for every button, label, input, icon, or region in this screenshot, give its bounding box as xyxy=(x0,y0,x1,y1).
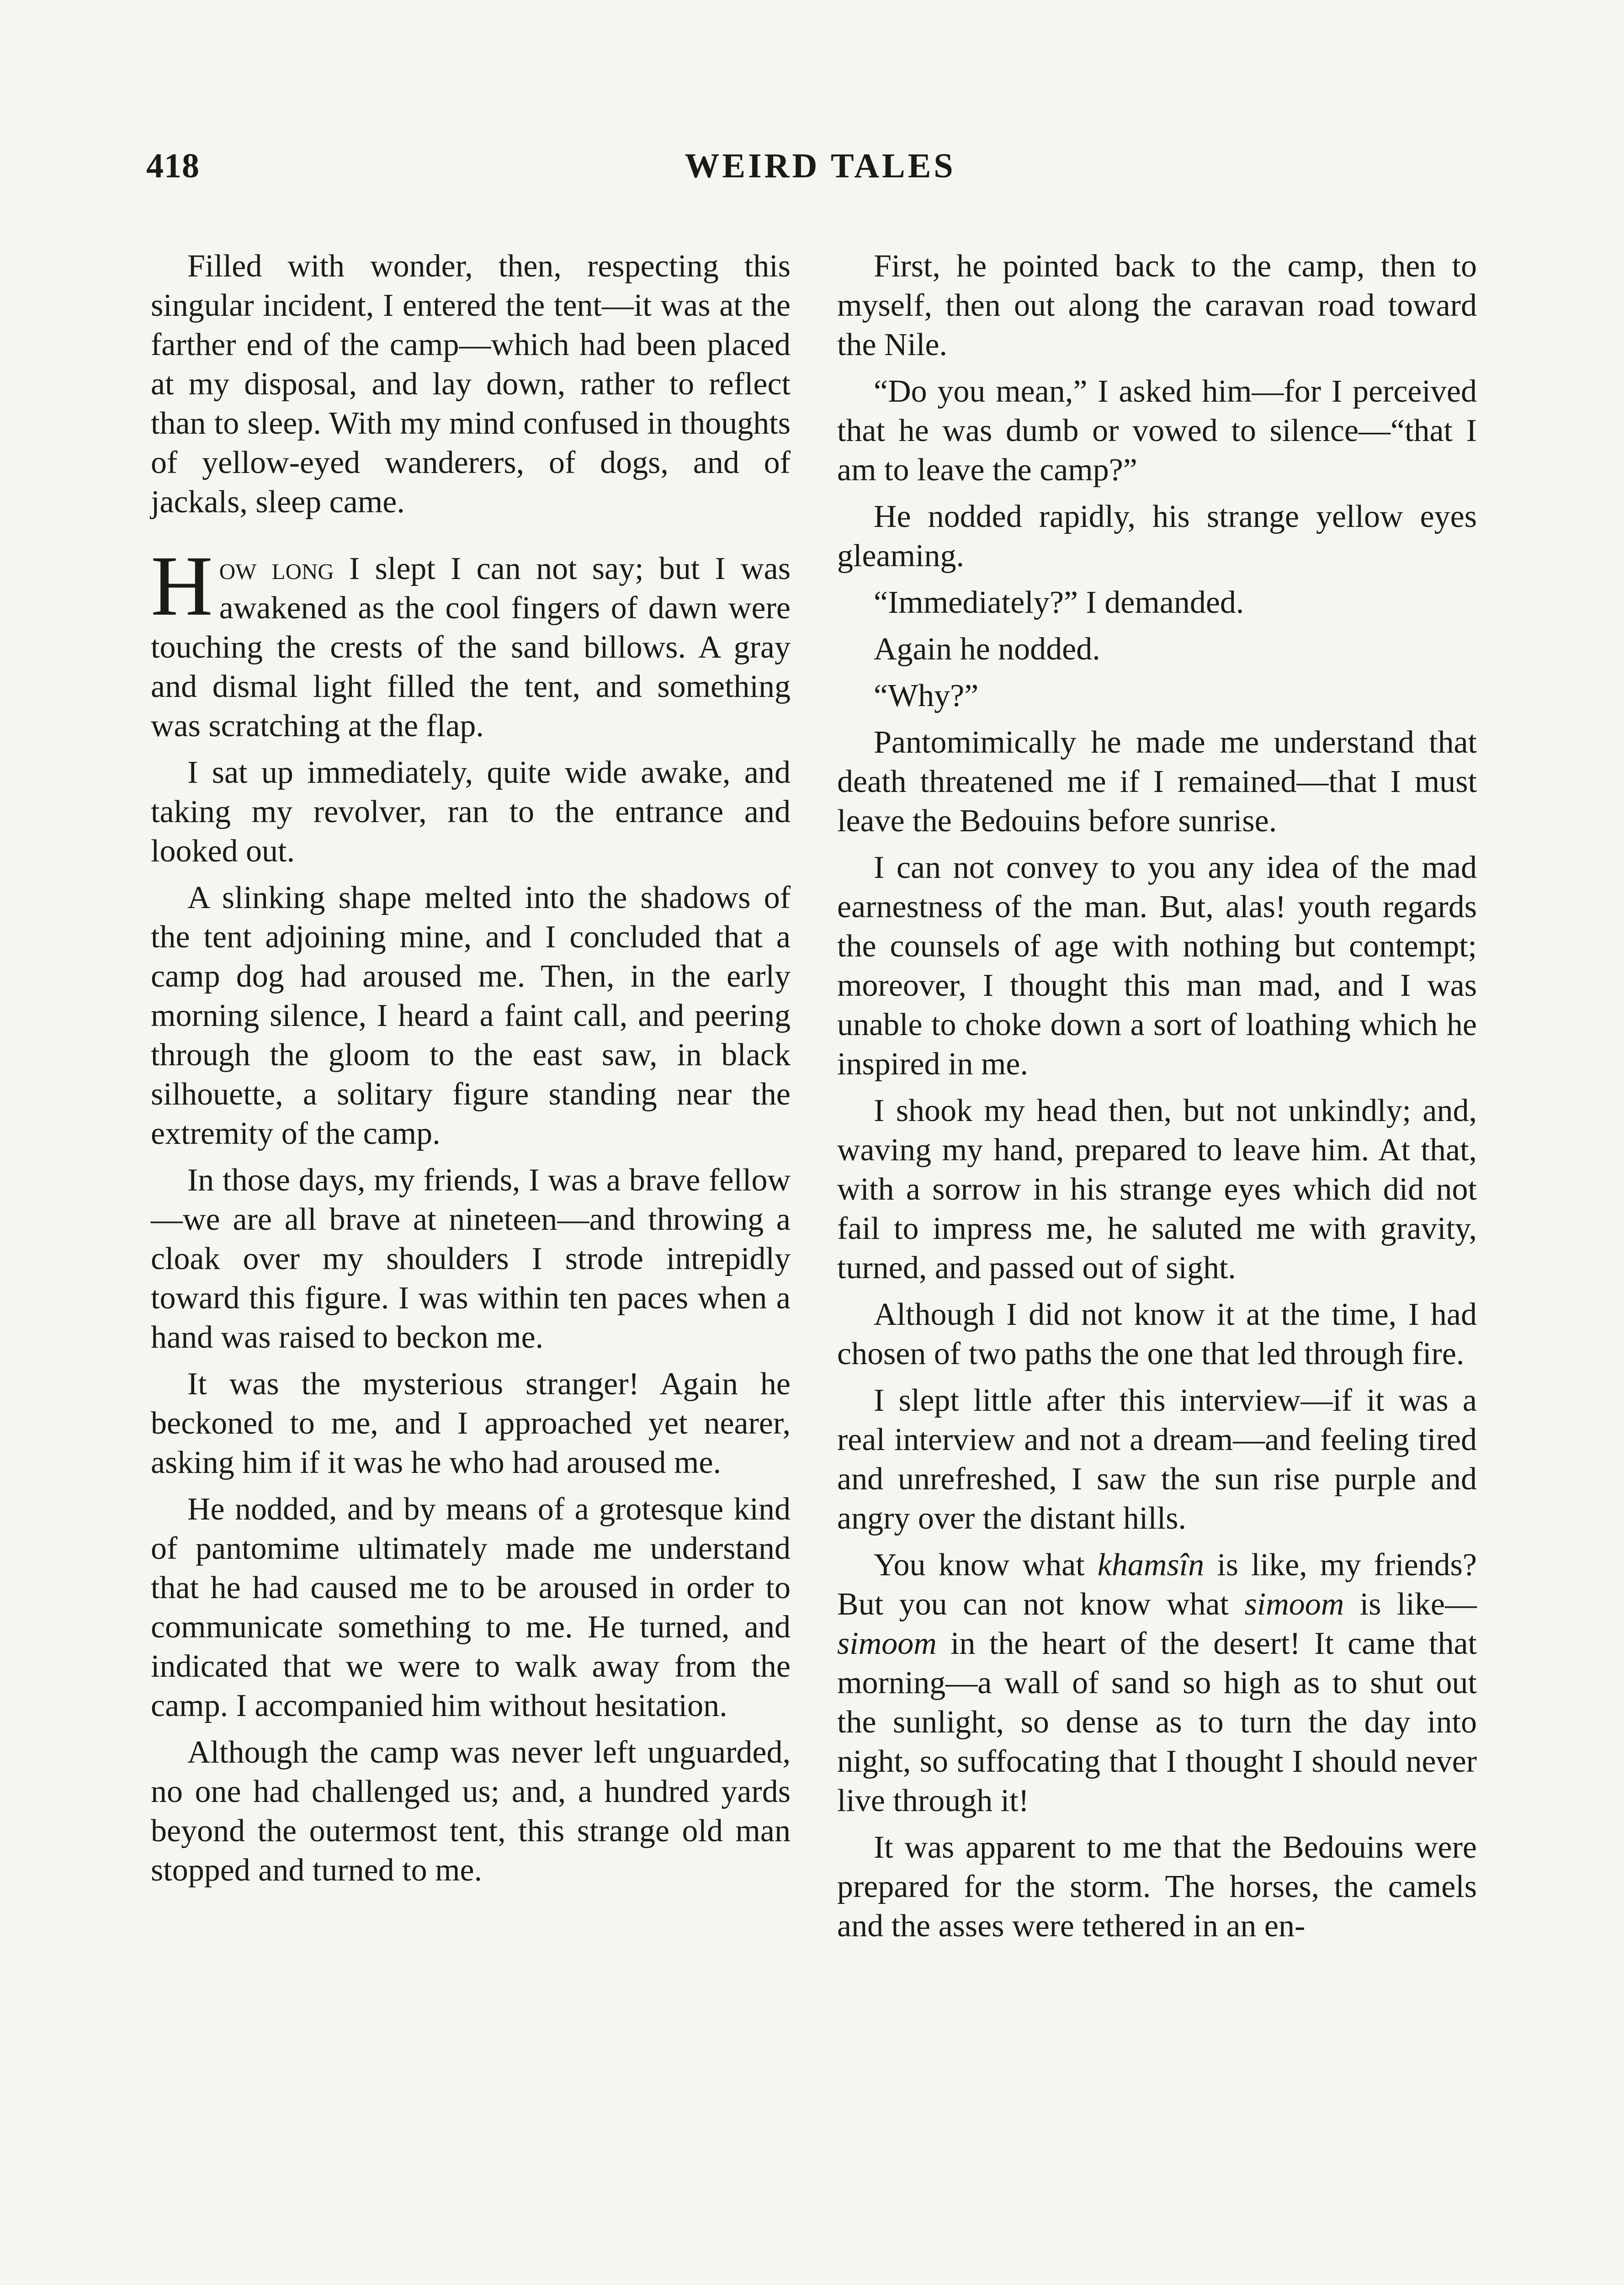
drop-cap: H xyxy=(151,538,213,633)
paragraph: A slinking shape melted into the shadows of the tent adjoining mine, and I concluded that a camp dog had aroused me. Then, in the early morning silence, I heard a faint call, and peering through the gloom to the east saw, in black silhouette, a solitary figure standing near the extremity of the camp. xyxy=(151,880,791,1151)
paragraph: Again he nodded. xyxy=(874,632,1100,667)
paragraph: “Immediately?” I demanded. xyxy=(874,585,1244,620)
smallcaps-lead: ow long xyxy=(219,551,334,586)
paragraph: “Do you mean,” I asked him—for I perceived that he was dumb or vowed to silence—“that I am to leave the camp?” xyxy=(837,374,1477,488)
paragraph: Filled with wonder, then, respecting this singular incident, I entered the tent—it was at the farther end of the camp—which had been placed at my disposal, and lay down, rather to reflect than to sleep. With my mind confused in thoughts of yellow-eyed wanderers, of dogs, and of jackals, sleep came. xyxy=(151,249,791,520)
text-run: in the heart of the desert! It came that morning—a wall of sand so high as to shut out the sunlight, so dense as to turn the day into night, so suffocating that I thought I should never live through it! xyxy=(837,1626,1477,1818)
page-number: 418 xyxy=(146,147,200,185)
text-run: You know what xyxy=(874,1547,1098,1583)
paragraph: I shook my head then, but not unkindly; and, waving my hand, prepared to leave him. At that, with a sorrow in his strange eyes which did not fail to impress me, he saluted me with gravity, turned, and passed out of sight. xyxy=(837,1093,1477,1286)
paragraph: Although the camp was never left unguarded, no one had challenged us; and, a hundred yards beyond the outermost tent, this strange old man stopped and turned to me. xyxy=(151,1735,791,1888)
paragraph: Although I did not know it at the time, I had chosen of two paths the one that led through fire. xyxy=(837,1297,1477,1371)
paragraph-text: I slept I can not say; but I was awakened as the cool fingers of dawn were touching the crests of the sand billows. A gray and dismal light filled the tent, and something was scratching at the flap. xyxy=(151,551,791,744)
paragraph: It was the mysterious stranger! Again he beckoned to me, and I approached yet nearer, asking him if it was he who had aroused me. xyxy=(151,1366,791,1480)
paragraph: He nodded rapidly, his strange yellow eyes gleaming. xyxy=(837,499,1477,574)
italic-word: simoom xyxy=(837,1626,937,1661)
left-column xyxy=(151,247,791,1897)
paragraph: I can not convey to you any idea of the mad earnestness of the man. But, alas! youth regards the counsels of age with nothing but contempt; moreover, I thought this man mad, and I was unable to choke down a sort of loathing which he inspired in me. xyxy=(837,850,1477,1082)
paragraph: In those days, my friends, I was a brave fellow—we are all brave at nineteen—and throwing a cloak over my shoulders I strode intrepidly toward this figure. I was within ten paces when a hand was raised to beckon me. xyxy=(151,1163,791,1355)
text-run: is like, my friends? But you can not know what xyxy=(837,1547,1477,1622)
paragraph: It was apparent to me that the Bedouins were prepared for the storm. The horses, the camels and the asses were tethered in an en- xyxy=(837,1830,1477,1944)
right-column xyxy=(837,247,1477,1953)
text-run: is like— xyxy=(1344,1587,1477,1622)
paragraph: Pantomimically he made me understand that death threatened me if I remained—that I must leave the Bedouins before sunrise. xyxy=(837,725,1477,839)
paragraph: I sat up immediately, quite wide awake, and taking my revolver, ran to the entrance and looked out. xyxy=(151,755,791,869)
paragraph: First, he pointed back to the camp, then to myself, then out along the caravan road toward the Nile. xyxy=(837,249,1477,362)
section-opening-paragraph xyxy=(151,538,791,746)
running-head: WEIRD TALES xyxy=(685,147,956,185)
paragraph: He nodded, and by means of a grotesque kind of pantomime ultimately made me understand that he had caused me to be aroused in order to communicate something to me. He turned, and indicated that we were to walk away from the camp. I accompanied him without hesitation. xyxy=(151,1492,791,1723)
page-header xyxy=(146,146,1494,192)
italic-word: khamsîn xyxy=(1097,1547,1205,1583)
italic-word: simoom xyxy=(1244,1587,1344,1622)
paragraph: “Why?” xyxy=(874,678,979,713)
paragraph: I slept little after this interview—if it was a real interview and not a dream—and feeling tired and unrefreshed, I saw the sun rise purple and angry over the distant hills. xyxy=(837,1383,1477,1536)
paragraph xyxy=(837,1546,1477,1821)
